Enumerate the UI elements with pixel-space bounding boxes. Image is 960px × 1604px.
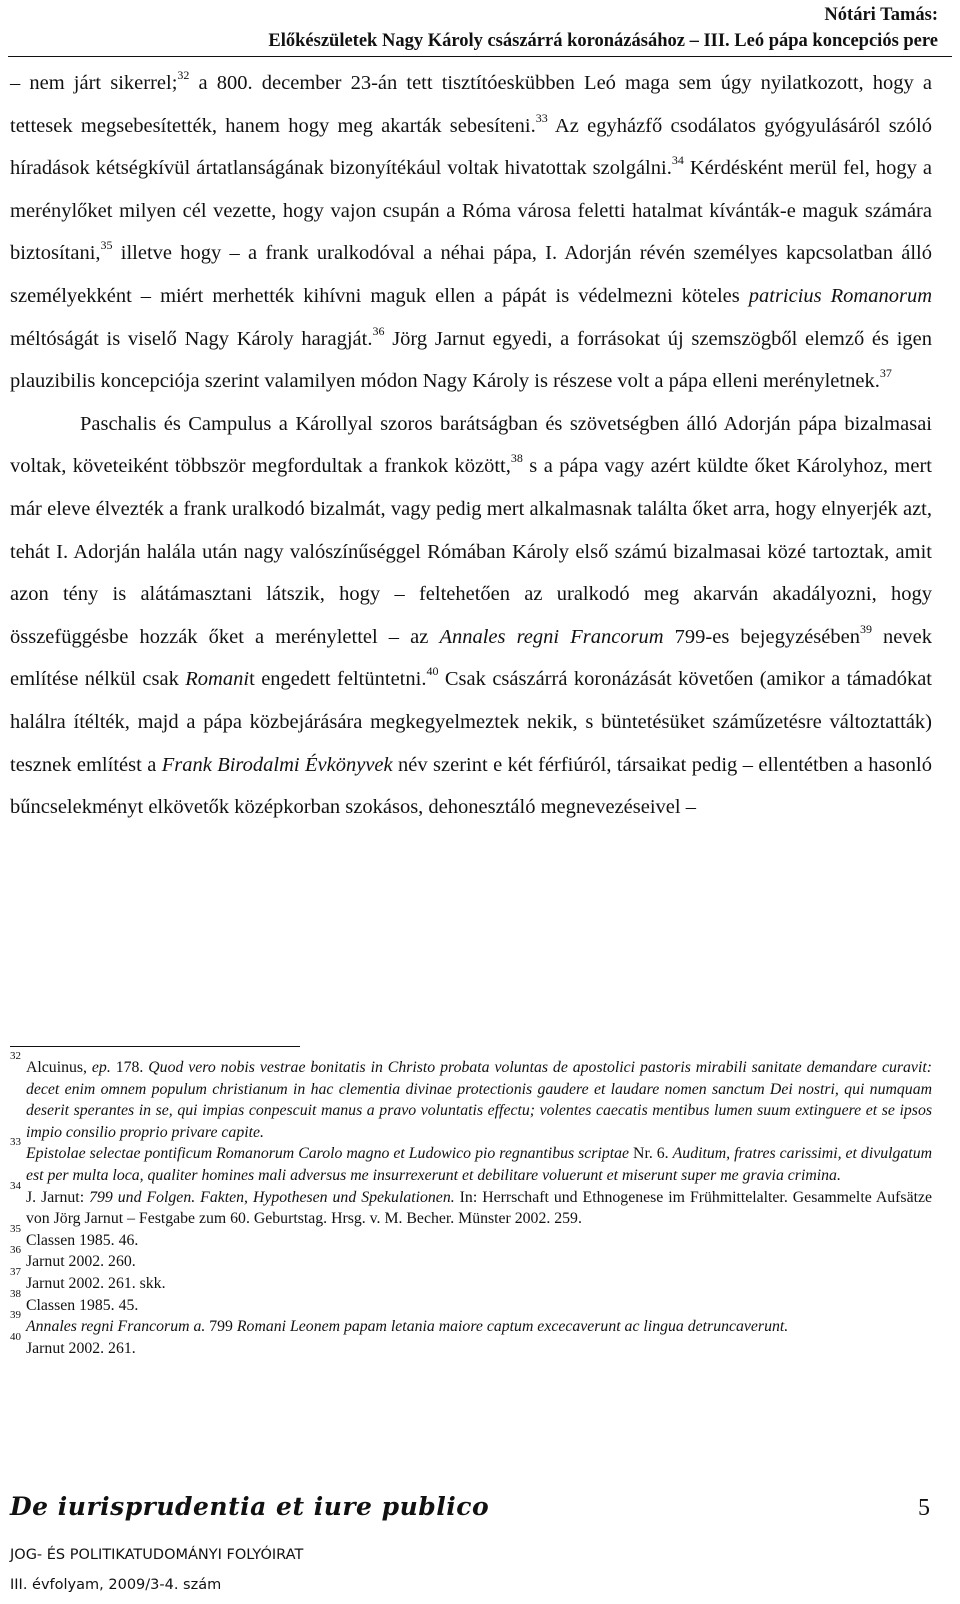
text-run: Csak császárrá koronázását követően (amikor a támadókat halálra ítélték, majd a pápa közbejárására megkegyelmeztek nekik, s büntetésüket száműzetésre változtatták) tesznek említést a — [10, 668, 932, 776]
page-number: 5 — [918, 1495, 930, 1521]
text-run: a 800. december 23-án tett tisztítóeskübben Leó maga sem úgy nyilatkozott, hogy a tettesek megsebesítették, hanem hogy meg akarták sebesíteni. — [10, 72, 933, 137]
header-title: Előkészületek Nagy Károly császárrá koronázásához – III. Leó pápa koncepciós pere — [268, 31, 938, 51]
running-header — [268, 2, 938, 54]
footnote-number: 36 — [10, 1244, 21, 1257]
text-run: 799-es bejegyzésében — [663, 625, 860, 648]
text-run: s a pápa vagy azért küldte őket Károlyhoz, mert már eleve élvezték a frank uralkodó bizalmát, vagy pedig mert alkalmasnak találta őket arra, hogy elnyerjék azt, tehát I. Adorján halála után nagy valószínűséggel Rómában Károly első számú bizalmasai közé tartoztak, amit azon tény is alátámasztani látszik, hogy – feltehetően az uralkodó meg akarván akadályozni, hogy összefüggésbe hozzák őket a merénylettel – az — [10, 455, 932, 648]
footer-series-title: De iurisprudentia et iure publico — [10, 1492, 490, 1521]
footnote-36 — [10, 1244, 932, 1273]
text-run: Paschalis és Campulus a Károllyal szoros barátságban és szövetségben álló Adorján pápa bizalmasai voltak, követeiként többször megfordultak a frankok között, — [10, 412, 932, 478]
text-run: Jörg Jarnut egyedi, a forrásokat új szemszögből elemző és igen plauzibilis koncepciója szerint valamilyen módon Nagy Károly is részese volt a pápa elleni merényletnek. — [10, 327, 932, 393]
footnote-ref: 40 — [426, 664, 439, 679]
text-run: Kérdésként merül fel, hogy a merénylőket milyen cél vezette, hogy vajon csupán a Róma városa feletti hatalmat kívánták-e maguk számára biztosítani, — [10, 157, 932, 265]
italic-text: Frank Birodalmi Évkönyvek — [161, 753, 393, 776]
italic-text: ep. — [91, 1059, 111, 1076]
footnote-number: 34 — [10, 1179, 21, 1192]
footnote-number: 35 — [10, 1222, 21, 1235]
paragraph-2 — [10, 403, 932, 829]
text-run: In: Herrschaft und Ethnogenese im Frühmittelalter. Gesammelte Aufsätze von Jörg Jarnut – Festgabe zum 60. Geburtstag. Hrsg. v. M. Becher. Münster 2002. 259. — [26, 1188, 932, 1228]
footnote-ref: 37 — [879, 366, 892, 381]
italic-text: Annales regni Francorum a. — [26, 1318, 206, 1336]
footer-journal: JOG- ÉS POLITIKATUDOMÁNYI FOLYÓIRAT — [10, 1547, 304, 1563]
text-run: illetve hogy – a frank uralkodóval a néhai pápa, I. Adorján révén személyes kapcsolatban álló személyekként – miért merhették kihívni maguk ellen a pápát is védelmezni köteles — [10, 242, 932, 307]
text-run: 178. — [110, 1059, 149, 1076]
italic-text: Quod vero nobis vestrae bonitatis in Christo probata voluntas de apostolici pastoris mirabili sanitate demandare curavit: decet enim omnem populum christianum in hac clementia divinae protectionis gaudere et laudare nomen sanctum Dei nostri, qui numquam deserit sperantes in se, qui impias conpescuit manus a pravo voluntatis effectu; volentes caecatis mentibus lumen suum extinguere et se ipsos impio consilio proprio privare capite. — [26, 1059, 932, 1141]
text-run: méltóságát is viselő Nagy Károly haragját. — [10, 327, 373, 350]
text-run: t engedett feltüntetni. — [249, 668, 427, 691]
footnote-ref: 34 — [671, 153, 684, 168]
footnote-ref: 32 — [177, 68, 190, 82]
footnote-ref: 38 — [510, 451, 523, 466]
footnote-ref: 33 — [535, 110, 548, 125]
text-run: Alcuinus, — [26, 1059, 92, 1076]
footnote-number: 33 — [10, 1136, 21, 1149]
footnote-33 — [10, 1136, 932, 1186]
header-author: Nótári Tamás: — [824, 5, 938, 25]
italic-text: 799 und Folgen. Fakten, Hypothesen und Spekulationen. — [89, 1188, 455, 1206]
italic-text: Romani — [185, 668, 250, 691]
paragraph-1 — [10, 62, 932, 403]
footnotes — [10, 1050, 932, 1359]
text-run: – nem járt sikerrel; — [10, 72, 178, 94]
text-run: Jarnut 2002. 261. — [26, 1339, 136, 1357]
header-rule — [8, 56, 952, 57]
footnote-ref: 39 — [859, 621, 872, 636]
footnote-38 — [10, 1287, 932, 1317]
text-run: Az egyházfő csodálatos gyógyulásáról szóló híradások kétségkívül ártatlanságának bizonyítékául voltak hivatottak szolgálni. — [10, 114, 932, 180]
footnote-ref: 36 — [372, 323, 385, 338]
italic-text: Auditum, fratres carissimi, et divulgatum est per multa loca, qualiter homines mali adversus me insurrexerunt et debilitare voluerunt et miserunt super me gravia crimina. — [26, 1145, 932, 1184]
text-run: 799 — [205, 1318, 237, 1336]
text-run: nevek említése nélkül csak — [10, 625, 932, 691]
footer-issue: III. évfolyam, 2009/3-4. szám — [10, 1577, 222, 1593]
footnote-32 — [10, 1050, 932, 1143]
footnote-number: 40 — [10, 1330, 21, 1343]
footnote-39 — [10, 1309, 932, 1338]
footnote-number: 39 — [10, 1309, 21, 1322]
footnote-number: 32 — [10, 1050, 21, 1062]
text-run: J. Jarnut: — [26, 1188, 90, 1206]
footnote-separator — [10, 1046, 300, 1047]
text-run: Jarnut 2002. 260. — [26, 1253, 136, 1271]
footnote-number: 37 — [10, 1265, 21, 1278]
italic-text: Annales regni Francorum — [439, 625, 664, 648]
body-text — [10, 62, 932, 829]
text-run: Nr. 6. — [629, 1145, 673, 1163]
italic-text: Romani Leonem papam letania maiore captum excecaverunt ac lingua detruncaverunt. — [236, 1318, 789, 1336]
footnote-40 — [10, 1330, 932, 1360]
italic-text: Epistolae selectae pontificum Romanorum Carolo magno et Ludowico pio regnantibus scriptae — [26, 1145, 630, 1163]
footnote-ref: 35 — [100, 238, 113, 253]
text-run: Jarnut 2002. 261. skk. — [26, 1274, 166, 1292]
text-run: Classen 1985. 45. — [26, 1296, 139, 1314]
text-run: név szerint e két férfiúról, társaikat pedig – ellentétben a hasonló bűncselekményt elkövetők középkorban szokásos, dehonesztáló megnevezéseivel – — [10, 753, 932, 819]
italic-text: patricius Romanorum — [748, 284, 933, 307]
footnote-number: 38 — [10, 1287, 21, 1300]
footnote-34 — [10, 1179, 932, 1230]
footnote-35 — [10, 1222, 932, 1252]
footnote-37 — [10, 1265, 932, 1295]
text-run: Classen 1985. 46. — [26, 1231, 139, 1249]
